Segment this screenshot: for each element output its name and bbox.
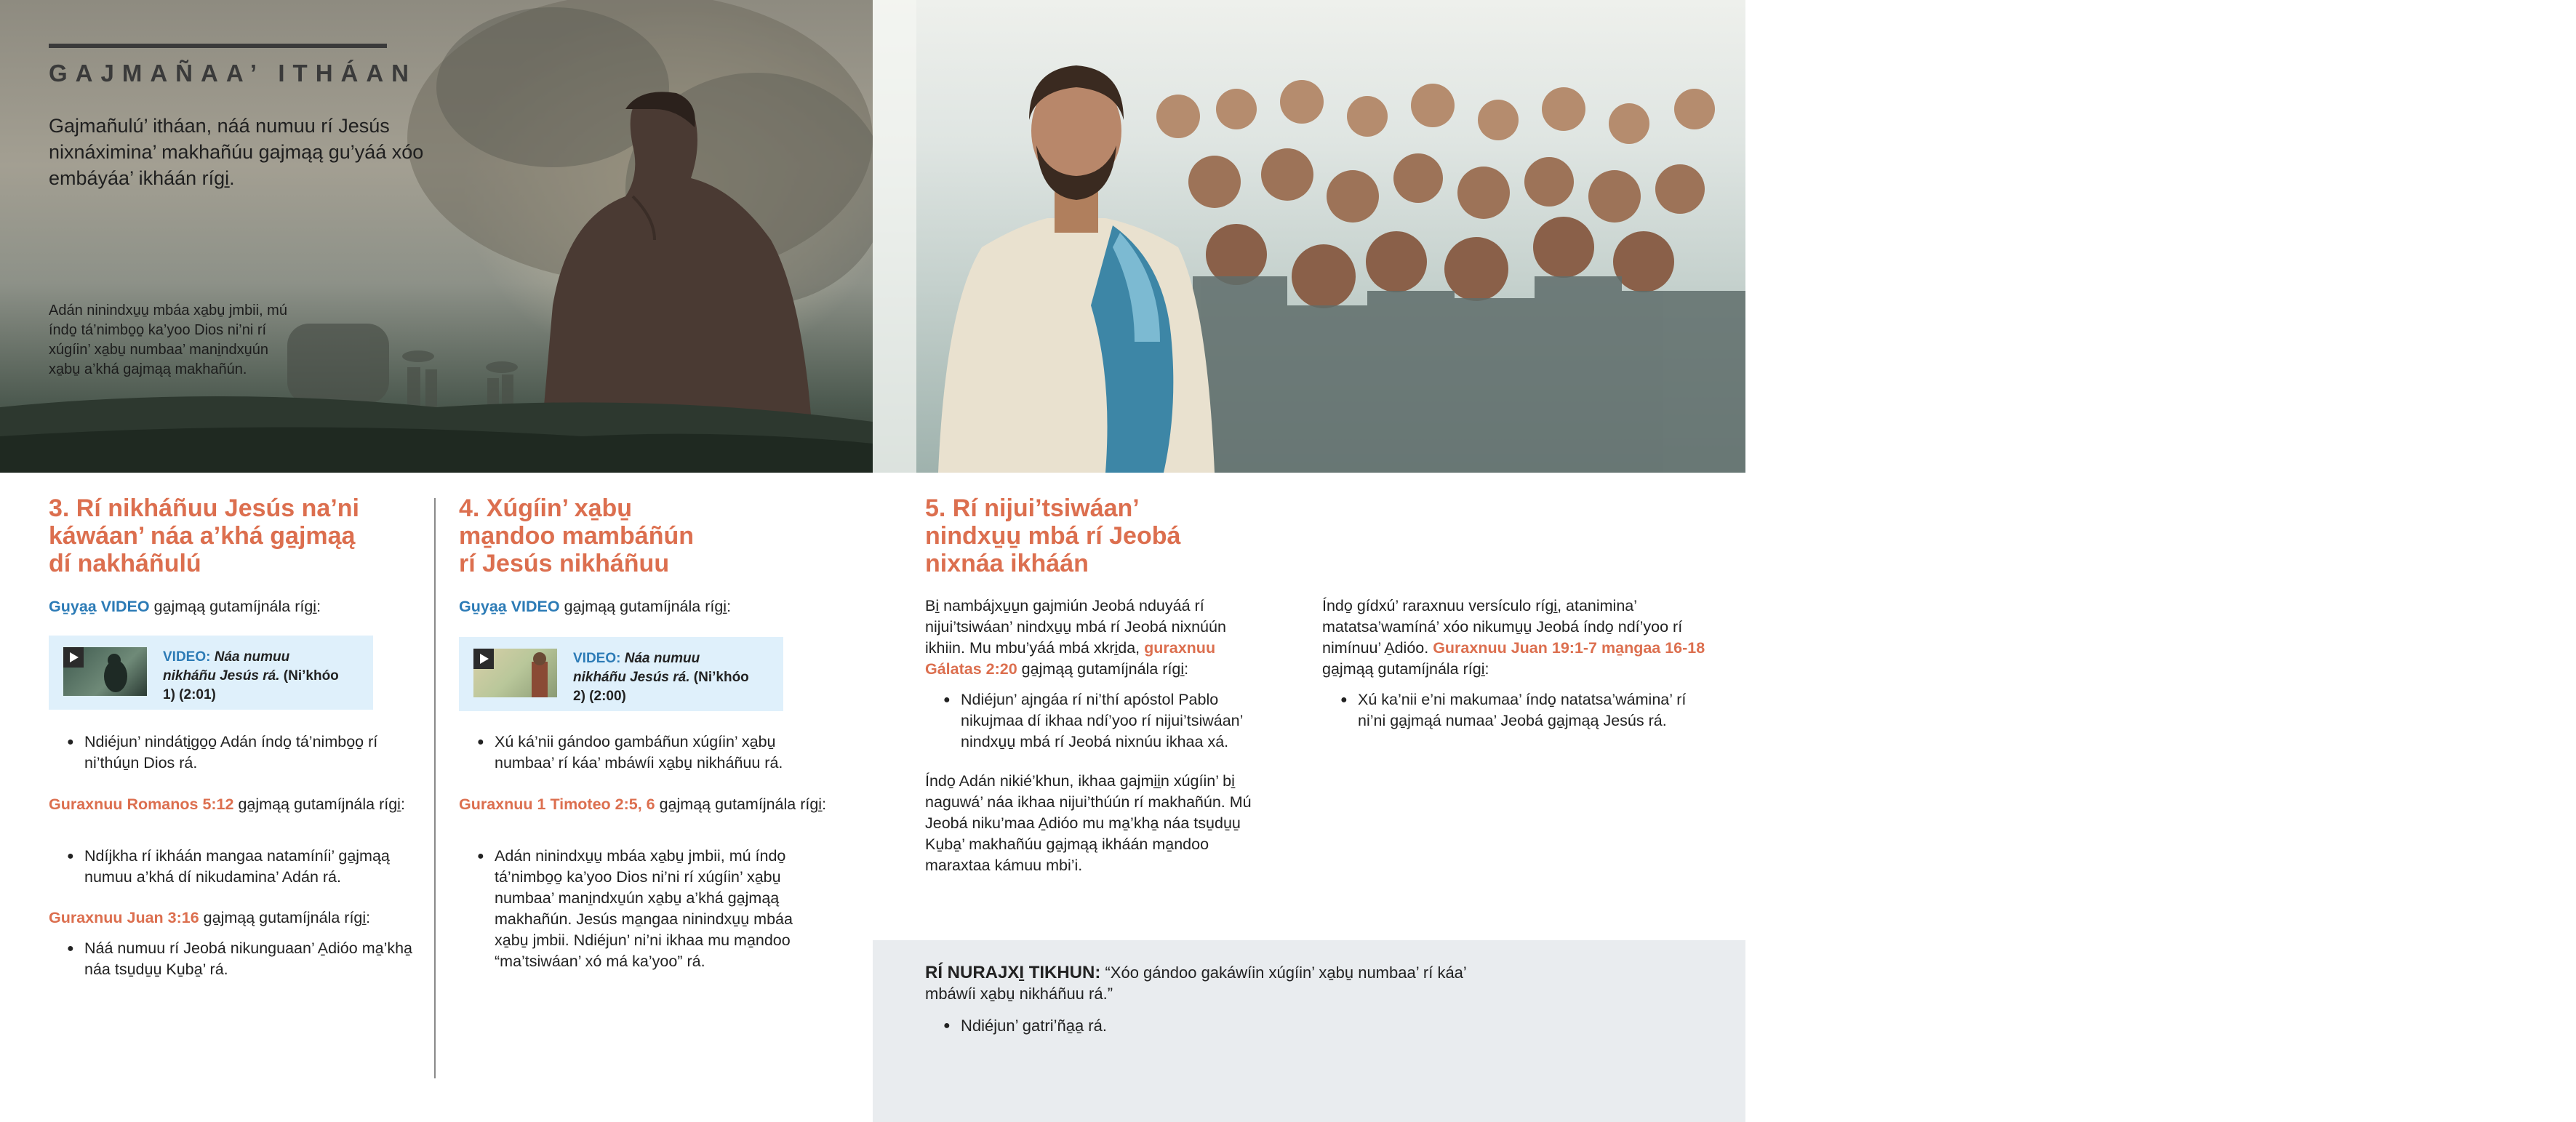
objection-label: RÍ NURAJXI̱ TIKHUN: (925, 963, 1101, 982)
video-label: VIDEO: (163, 649, 211, 665)
section-3-question-2: ● Ndíjkha rí ikháán mangaa natamíníi’ ga̱jmąą numuu a’khá dí nikudamina’ Adán rá. (67, 846, 416, 888)
scripture-link[interactable]: Guraxnuu Juan 19:1-7 ma̱ngaa 16-18 (1433, 639, 1705, 657)
section-3-scripture-2 (49, 907, 427, 929)
section-4-question-1: ● Xú ká’nii gándoo gambáñun xúgíin’ xa̱bu̱ numbaa’ rí káa’ mbáwíi xa̱bu̱ nikháñuu rá. (477, 732, 826, 774)
hero-image-adam (0, 0, 873, 473)
video-title[interactable]: Náa numuu nikháñu Jesús rá. (573, 651, 700, 685)
prompt-text: ga̱jmąą gutamíjnála rígi̱: (199, 909, 371, 926)
caption-adam: Adán ninindxu̱u̱ mbáa xa̱bu̱ jmbii, mú índo̱ tá’nimbo̱o̱ ka’yoo Dios ni’ni rí xúgíin’ xa̱bu̱ numbaa’ mani̱ndxu̱ún xa̱bu̱ a’khá gajmąą makhañún. (49, 302, 287, 377)
paragraph-text: ga̱jmąą gutamíjnála rígi̱: (1017, 660, 1189, 678)
section-4-title-line: 4. Xúgíin’ xa̱bu̱ (459, 494, 633, 522)
scripture-link[interactable]: Guraxnuu Juan 3:16 (49, 909, 199, 926)
prompt-text: ga̱jmąą gutamíjnála rígi̱: (149, 598, 321, 615)
scripture-link[interactable]: guraxnuu Gálatas 2:20 (925, 639, 1216, 678)
prompt-text: ga̱jmąą gutamíjnála rígi̱: (655, 796, 827, 813)
section-5-title-line: 5. Rí nijui’tsiwáan’ (925, 494, 1140, 522)
section-4-video-prompt (459, 596, 852, 617)
section-3-scripture-1 (49, 794, 427, 815)
section-5-title (925, 494, 1332, 577)
video-thumbnail[interactable] (63, 647, 147, 696)
section-5-paragraph-2: Índo̱ Adán nikié’khun, ikhaa gajmi̱i̱n xúgíin’ bi̱ naguwá’ náa ikhaa nijui’thúún rí makhañún. Mú Jeobá niku’maa A̱dióo mu ma̱’kha̱ náa tsu̱du̱u̱ Ku̱ba̱’ makhañúu ga̱jmąą ikháán ma̱ndoo maraxtaa kámuu mbi’i. (925, 772, 1252, 874)
column-divider (434, 498, 436, 1078)
section-5-question-1: ● Ndiéjun’ ajngáa rí ni’thí apóstol Pablo nikujmaa dí ikhaa ndí’yoo rí nijui’tsiwáan’ nindxu̱u̱ mbá rí Jeobá nixnúu ikhaa xá. (943, 689, 1271, 753)
kicker-rule (49, 44, 387, 48)
section-4-question-2: ● Adán ninindxu̱u̱ mbáa xa̱bu̱ jmbii, mú índo̱ tá’nimbo̱o̱ ka’yoo Dios ni’ni rí xúgíin’ xa̱bu̱ numbaa’ mani̱ndxu̱ún xa̱bu̱ a’khá ga̱jmąą makhañún. Jesús ma̱ngaa ninindxu̱u̱ mbáa xa̱bu̱ jmbii. Ndiéjun’ ni’ni ikhaa mu ma̱ndoo “ma’tsiwáan’ xó má ka’yoo” rá. (477, 846, 826, 972)
video-link[interactable]: Gu̱ya̱a̱ VIDEO (49, 598, 150, 615)
section-4-title (459, 494, 852, 577)
section-4-title-line: ma̱ndoo mambáñún (459, 522, 695, 550)
section-5-paragraph-3 (1322, 596, 1708, 680)
prompt-text: ga̱jmąą gutamíjnála rígi̱: (559, 598, 732, 615)
paragraph-text: ga̱jmąą gutamíjnála rígi̱: (1322, 660, 1489, 678)
section-5-title-line: nixnáa ikháán (925, 550, 1089, 577)
video-meta: (Ni’khóo 2) (2:00) (573, 670, 749, 704)
section-3-question-1: ● Ndiéjun’ nindáti̱go̱o̱ Adán índo̱ tá’nimbo̱o̱ rí ni’thúu̱n Dios rá. (67, 732, 416, 774)
section-5-paragraph-1 (925, 596, 1267, 680)
intro-text: Gajmañulú’ itháan, náá numuu rí Jesús nixnáximina’ makhañúu gajmąą gu’yáá xóo embáyáa’ ikháán rígi̱. (49, 115, 424, 189)
jesus-crowd-illustration (873, 0, 1745, 473)
section-4-title-line: rí Jesús nikháñuu (459, 550, 670, 577)
video-title[interactable]: Náa numuu nikháñu Jesús rá. (163, 649, 290, 684)
section-5-title-line: nindxu̱u̱ mbá rí Jeobá (925, 522, 1181, 550)
video-card-2[interactable] (459, 637, 783, 711)
section-4-scripture-1 (459, 794, 852, 815)
video-thumbnail[interactable] (473, 649, 557, 697)
paragraph-text: Índo̱ gídxú’ raraxnuu versículo rígi̱, atanimina’ matatsa’wamíná’ xóo nikumu̱u̱ Jeobá índo̱ ndí’yoo rí nimínuu’ A̱dióo. (1322, 597, 1683, 657)
section-3-title (49, 494, 427, 577)
scripture-link[interactable]: Guraxnuu Romanos 5:12 (49, 796, 234, 813)
video-link[interactable]: Gu̱ya̱a̱ VIDEO (459, 598, 560, 615)
video-caption (573, 649, 755, 706)
section-3-question-3: ● Náá numuu rí Jeobá nikunguaan’ A̱dióo ma̱’kha̱ náa tsu̱du̱u̱ Ku̱ba̱’ rá. (67, 938, 416, 980)
scripture-link[interactable]: Guraxnuu 1 Timoteo 2:5, 6 (459, 796, 655, 813)
prompt-text: ga̱jmąą gutamíjnála rígi̱: (233, 796, 405, 813)
hero-image-jesus (873, 0, 2551, 473)
section-3-title-line: 3. Rí nikháñuu Jesús na’ni (49, 494, 359, 522)
caption-jesus: Jesús ninindxu̱u̱ mbáa xa̱bu̱ jmbii gajmąą numuu rí ni’nimbo̱o̱ ka’yoo Dios, nimba’too kambąą mu xa̱bu̱ numbaa’ mani̱ndxu̱ún xa̱bu̱ jmbiin gajmąą makuwá kámuu mbi’i. (2329, 332, 2551, 427)
section-5-question-2: ● Xú ka’nii e’ni makumaa’ índo̱ natatsa’wámina’ rí ni’ni ga̱jmąá numaa’ Jeobá ga̱jmąą Jesús rá. (1340, 689, 1708, 732)
objection-text (925, 962, 1478, 1004)
play-icon[interactable] (63, 647, 84, 668)
objection-question: ● Ndiéjun’ gatri’ña̱a̱ rá. (943, 1015, 1380, 1036)
video-meta: (Ni’khóo 1) (2:01) (163, 668, 339, 702)
video-caption (163, 648, 345, 705)
play-icon[interactable] (473, 649, 494, 669)
objection-quote: “Xóo gándoo gakáwíin xúgíin’ xa̱bu̱ numbaa’ rí káa’ mbáwíi xa̱bu̱ nikháñuu rá.” (925, 963, 1466, 1003)
section-3-title-line: káwáan’ náa a’khá ga̱jmąą (49, 522, 356, 550)
section-kicker: GAJMAÑAA’ ITHÁAN (49, 60, 417, 87)
paragraph-text: Bi̱ nambájxu̱u̱n gajmiún Jeobá nduyáá rí nijui’tsiwáan’ nindxu̱u̱ mbá rí Jeobá nixnúún ikhiin. Mu mbu’yáá mbá xkri̱da, (925, 597, 1226, 657)
section-3-video-prompt (49, 596, 427, 617)
crowd (1156, 80, 1745, 473)
section-3-title-line: dí nakháñulú (49, 550, 201, 577)
video-card-1[interactable] (49, 636, 373, 710)
video-label: VIDEO: (573, 651, 621, 666)
